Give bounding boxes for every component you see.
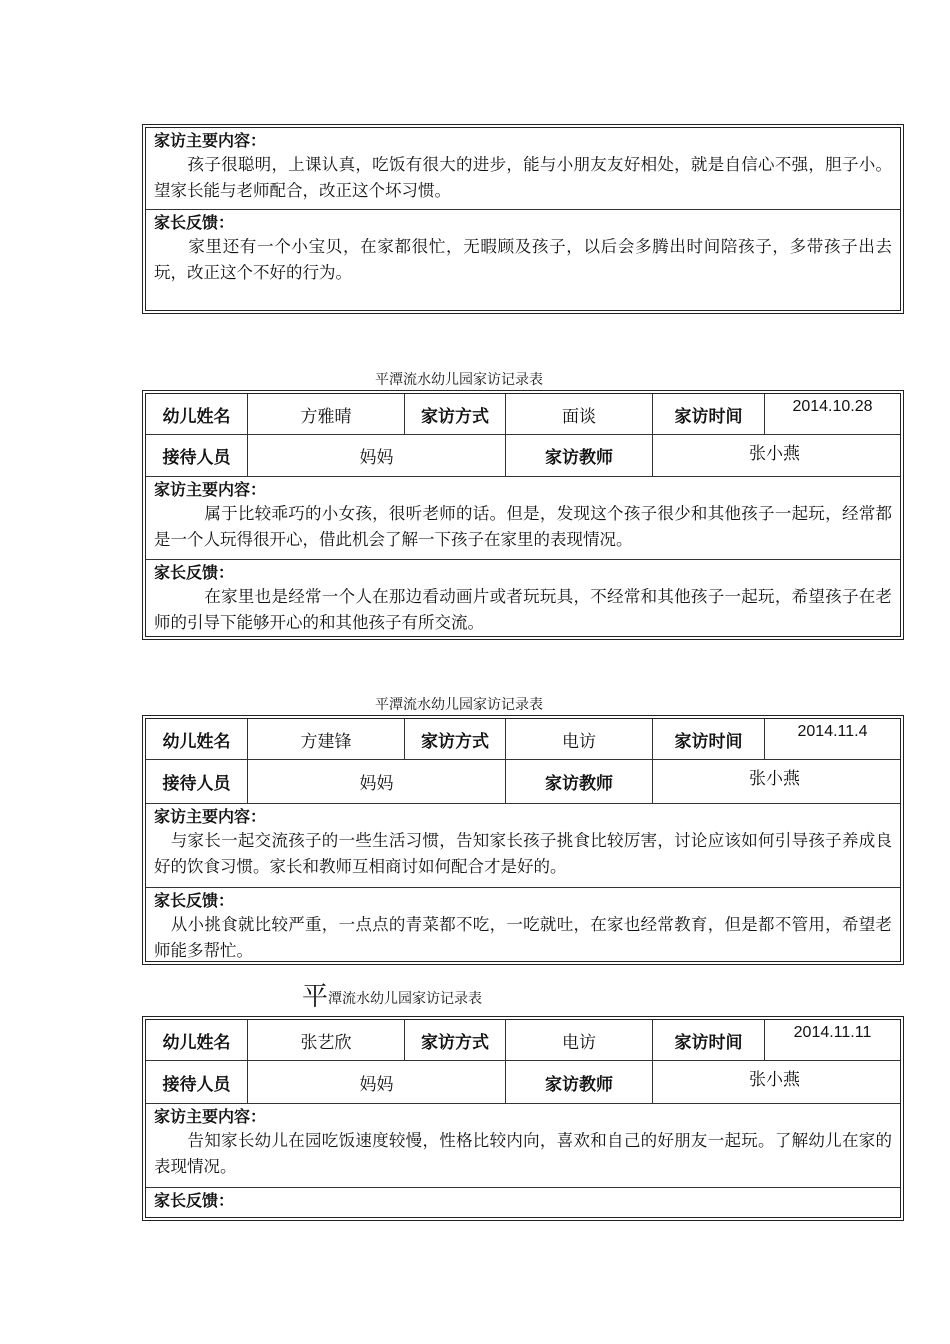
- visit-record-table: [142, 390, 904, 640]
- child-name-value: 方雅晴: [248, 394, 405, 434]
- staff-row: [146, 760, 900, 804]
- visit-teacher-value: 张小燕: [749, 1070, 800, 1090]
- visit-time-label: 家访时间: [653, 394, 765, 434]
- parent-feedback-section: [146, 560, 900, 636]
- visit-method-label: 家访方式: [405, 719, 506, 759]
- receiver-label: 接待人员: [146, 435, 248, 476]
- visit-teacher-label: 家访教师: [506, 435, 653, 476]
- main-content-text: 孩子很聪明，上课认真，吃饭有很大的进步，能与小朋友友好相处，就是自信心不强，胆子小。望家长能与老师配合，改正这个坏习惯。: [154, 155, 892, 200]
- parent-feedback-label: 家长反馈：: [154, 213, 235, 232]
- visit-method-value: 面谈: [506, 394, 653, 434]
- main-content-label: 家访主要内容：: [154, 1107, 267, 1126]
- parent-feedback-text: 家里还有一个小宝贝，在家都很忙，无暇顾及孩子，以后会多腾出时间陪孩子，多带孩子出去玩，改正这个不好的行为。: [154, 237, 892, 282]
- visit-time-value: 2014.11.4: [797, 723, 868, 740]
- child-name-value: 方建锋: [248, 719, 405, 759]
- visit-teacher-label: 家访教师: [506, 1061, 653, 1103]
- child-name-label: 幼儿姓名: [146, 1020, 248, 1060]
- parent-feedback-label: 家长反馈：: [154, 891, 235, 910]
- main-content-section: [146, 804, 900, 888]
- receiver-value: 妈妈: [248, 435, 506, 476]
- visit-method-value: 电访: [506, 1020, 653, 1060]
- visit-record-table: [142, 715, 904, 965]
- main-content-label: 家访主要内容：: [154, 131, 267, 150]
- receiver-value: 妈妈: [248, 1061, 506, 1103]
- main-content-text: 与家长一起交流孩子的一些生活习惯，告知家长孩子挑食比较厉害，讨论应该如何引导孩子养成良好的饮食习惯。家长和教师互相商讨如何配合才是好的。: [154, 831, 892, 876]
- main-content-text: 告知家长幼儿在园吃饭速度较慢，性格比较内向，喜欢和自己的好朋友一起玩。了解幼儿在家的表现情况。: [154, 1131, 892, 1176]
- visit-time-value: 2014.11.11: [793, 1024, 872, 1041]
- info-row: [146, 1020, 900, 1061]
- parent-feedback-section: [146, 1188, 900, 1217]
- visit-time-label: 家访时间: [653, 719, 765, 759]
- visit-teacher-label: 家访教师: [506, 760, 653, 803]
- parent-feedback-section: [146, 888, 900, 961]
- visit-teacher-value: 张小燕: [749, 444, 800, 464]
- main-content-section: [146, 128, 900, 210]
- parent-feedback-section: [146, 210, 900, 310]
- visit-time-label: 家访时间: [653, 1020, 765, 1060]
- visit-method-label: 家访方式: [405, 1020, 506, 1060]
- caption-first-char: 平: [302, 982, 329, 1012]
- child-name-label: 幼儿姓名: [146, 719, 248, 759]
- caption-rest: 潭流水幼儿园家访记录表: [328, 991, 483, 1007]
- visit-method-label: 家访方式: [405, 394, 506, 434]
- table-caption: 平潭流水幼儿园家访记录表: [375, 697, 543, 713]
- main-content-text: 属于比较乖巧的小女孩，很听老师的话。但是，发现这个孩子很少和其他孩子一起玩，经常都是一个人玩得很开心，借此机会了解一下孩子在家里的表现情况。: [154, 504, 892, 549]
- parent-feedback-label: 家长反馈：: [154, 563, 235, 582]
- visit-teacher-value: 张小燕: [749, 769, 800, 789]
- table-caption: 平潭流水幼儿园家访记录表: [375, 372, 543, 388]
- partial-record-table: [142, 124, 904, 314]
- main-content-section: [146, 1104, 900, 1188]
- visit-time-value: 2014.10.28: [792, 398, 873, 415]
- table-caption: [302, 976, 482, 1013]
- child-name-label: 幼儿姓名: [146, 394, 248, 434]
- parent-feedback-label: 家长反馈：: [154, 1191, 235, 1210]
- main-content-label: 家访主要内容：: [154, 480, 267, 499]
- parent-feedback-text: 从小挑食就比较严重，一点点的青菜都不吃，一吃就吐，在家也经常教育，但是都不管用，希望老师能多帮忙。: [154, 915, 892, 960]
- visit-method-value: 电访: [506, 719, 653, 759]
- main-content-label: 家访主要内容：: [154, 807, 267, 826]
- staff-row: [146, 1061, 900, 1104]
- receiver-label: 接待人员: [146, 760, 248, 803]
- info-row: [146, 719, 900, 760]
- parent-feedback-text: 在家里也是经常一个人在那边看动画片或者玩玩具，不经常和其他孩子一起玩，希望孩子在老师的引导下能够开心的和其他孩子有所交流。: [154, 587, 892, 632]
- visit-record-table: [142, 1016, 904, 1221]
- main-content-section: [146, 477, 900, 560]
- receiver-label: 接待人员: [146, 1061, 248, 1103]
- child-name-value: 张艺欣: [248, 1020, 405, 1060]
- staff-row: [146, 435, 900, 477]
- receiver-value: 妈妈: [248, 760, 506, 803]
- info-row: [146, 394, 900, 435]
